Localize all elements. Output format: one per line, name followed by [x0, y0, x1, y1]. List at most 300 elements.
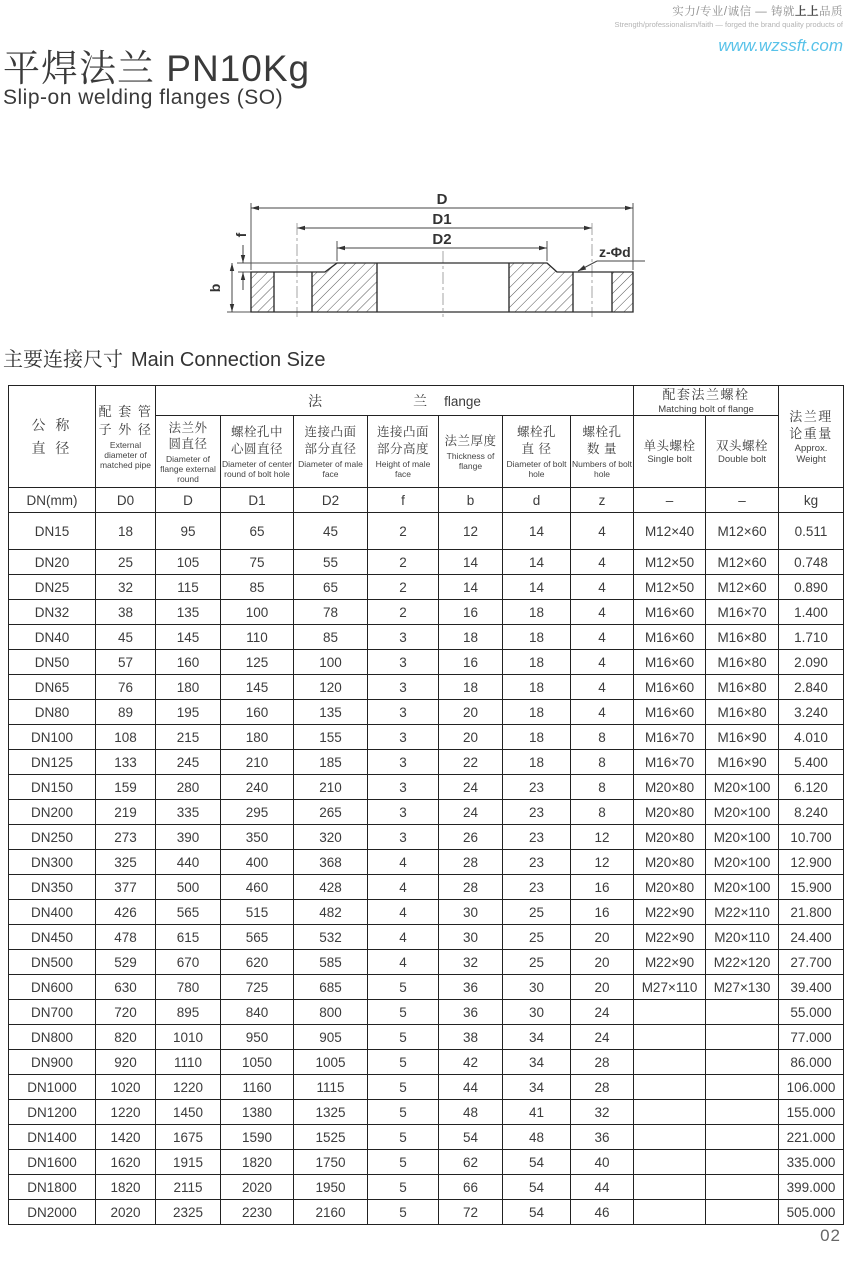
dim-label-d: D — [436, 191, 448, 208]
row-value-cell: 110 — [221, 625, 294, 650]
row-value-cell: 0.511 — [779, 513, 844, 550]
row-value-cell — [634, 1150, 706, 1175]
row-value-cell: 2 — [368, 513, 439, 550]
page-title-en: Slip-on welding flanges (SO) — [3, 86, 284, 109]
row-value-cell: 120 — [294, 675, 368, 700]
row-value-cell: 320 — [294, 825, 368, 850]
row-value-cell: M16×90 — [706, 750, 779, 775]
row-value-cell: 32 — [571, 1100, 634, 1125]
row-value-cell: 12.900 — [779, 850, 844, 875]
row-value-cell: 28 — [439, 875, 503, 900]
row-value-cell: 350 — [221, 825, 294, 850]
row-value-cell: 478 — [96, 925, 156, 950]
row-value-cell: 133 — [96, 750, 156, 775]
row-value-cell: M22×90 — [634, 900, 706, 925]
row-value-cell: 25 — [503, 900, 571, 925]
row-value-cell: 85 — [221, 575, 294, 600]
row-value-cell: M12×60 — [706, 550, 779, 575]
row-value-cell: 24.400 — [779, 925, 844, 950]
row-value-cell: 8 — [571, 750, 634, 775]
row-value-cell: 54 — [503, 1150, 571, 1175]
row-value-cell: 1325 — [294, 1100, 368, 1125]
row-value-cell: 1050 — [221, 1050, 294, 1075]
row-value-cell: 5 — [368, 1000, 439, 1025]
table-row — [9, 650, 844, 675]
row-value-cell: M22×90 — [634, 950, 706, 975]
row-value-cell: 38 — [439, 1025, 503, 1050]
row-value-cell: 460 — [221, 875, 294, 900]
row-value-cell — [706, 1000, 779, 1025]
row-value-cell: M16×80 — [706, 625, 779, 650]
row-value-cell: M16×60 — [634, 650, 706, 675]
row-value-cell — [634, 1100, 706, 1125]
row-value-cell: 20 — [571, 925, 634, 950]
row-value-cell: 20 — [571, 975, 634, 1000]
row-value-cell: 5 — [368, 1150, 439, 1175]
row-value-cell: 16 — [439, 650, 503, 675]
hatched-sections — [251, 263, 633, 312]
row-value-cell: M16×60 — [634, 600, 706, 625]
unit-cell: f — [368, 488, 439, 513]
unit-cell: D1 — [221, 488, 294, 513]
row-value-cell: 895 — [156, 1000, 221, 1025]
unit-cell: b — [439, 488, 503, 513]
row-value-cell: M20×80 — [634, 775, 706, 800]
col-header-double-bolt: 双头螺栓 Double bolt — [706, 416, 779, 488]
row-value-cell: 2325 — [156, 1200, 221, 1225]
row-dn-cell: DN450 — [9, 925, 96, 950]
table-row — [9, 575, 844, 600]
row-value-cell: M20×80 — [634, 875, 706, 900]
row-value-cell: 41 — [503, 1100, 571, 1125]
row-value-cell: M12×60 — [706, 575, 779, 600]
dim-label-bolt-holes: z-Φd — [599, 244, 631, 260]
row-value-cell: 325 — [96, 850, 156, 875]
row-value-cell: 14 — [503, 513, 571, 550]
table-row — [9, 900, 844, 925]
row-value-cell: 685 — [294, 975, 368, 1000]
unit-cell: d — [503, 488, 571, 513]
row-value-cell: 18 — [503, 750, 571, 775]
row-value-cell: 4.010 — [779, 725, 844, 750]
table-row — [9, 950, 844, 975]
row-value-cell: 245 — [156, 750, 221, 775]
row-value-cell — [706, 1100, 779, 1125]
row-value-cell — [706, 1050, 779, 1075]
row-value-cell: M16×90 — [706, 725, 779, 750]
row-value-cell: 28 — [571, 1050, 634, 1075]
row-value-cell: 30 — [503, 1000, 571, 1025]
row-value-cell: 28 — [571, 1075, 634, 1100]
row-dn-cell: DN2000 — [9, 1200, 96, 1225]
row-value-cell: 4 — [571, 513, 634, 550]
row-value-cell: 4 — [368, 900, 439, 925]
row-value-cell: 6.120 — [779, 775, 844, 800]
row-value-cell: 780 — [156, 975, 221, 1000]
row-value-cell: 1.710 — [779, 625, 844, 650]
row-value-cell: M12×60 — [706, 513, 779, 550]
row-value-cell: 160 — [156, 650, 221, 675]
row-value-cell: M16×60 — [634, 625, 706, 650]
row-value-cell: 57 — [96, 650, 156, 675]
table-row — [9, 975, 844, 1000]
row-value-cell: 630 — [96, 975, 156, 1000]
table-row — [9, 750, 844, 775]
row-value-cell: 505.000 — [779, 1200, 844, 1225]
row-value-cell: 2 — [368, 575, 439, 600]
row-value-cell: M27×130 — [706, 975, 779, 1000]
row-value-cell: M20×80 — [634, 825, 706, 850]
table-row — [9, 1175, 844, 1200]
row-value-cell: 18 — [503, 600, 571, 625]
row-value-cell: 48 — [503, 1125, 571, 1150]
row-value-cell: 335 — [156, 800, 221, 825]
page-number: 02 — [820, 1226, 841, 1245]
row-value-cell: 180 — [221, 725, 294, 750]
row-value-cell: 72 — [439, 1200, 503, 1225]
row-value-cell — [706, 1125, 779, 1150]
row-value-cell: 159 — [96, 775, 156, 800]
row-value-cell: 5.400 — [779, 750, 844, 775]
row-value-cell: 670 — [156, 950, 221, 975]
row-value-cell: M20×110 — [706, 925, 779, 950]
row-value-cell: 75 — [221, 550, 294, 575]
website-url[interactable]: www.wzssft.com — [718, 36, 843, 55]
table-row — [9, 675, 844, 700]
row-value-cell: 125 — [221, 650, 294, 675]
row-value-cell: 30 — [439, 925, 503, 950]
row-dn-cell: DN1200 — [9, 1100, 96, 1125]
row-value-cell: M20×100 — [706, 850, 779, 875]
row-value-cell — [706, 1200, 779, 1225]
row-dn-cell: DN1400 — [9, 1125, 96, 1150]
row-value-cell: 4 — [571, 600, 634, 625]
row-value-cell: 280 — [156, 775, 221, 800]
row-value-cell: 3 — [368, 825, 439, 850]
table-row — [9, 850, 844, 875]
row-dn-cell: DN350 — [9, 875, 96, 900]
row-value-cell: 1915 — [156, 1150, 221, 1175]
row-value-cell: 76 — [96, 675, 156, 700]
masthead — [615, 3, 843, 56]
row-value-cell: 86.000 — [779, 1050, 844, 1075]
row-value-cell: 920 — [96, 1050, 156, 1075]
row-value-cell: 36 — [571, 1125, 634, 1150]
row-value-cell: 54 — [503, 1200, 571, 1225]
row-dn-cell: DN700 — [9, 1000, 96, 1025]
row-value-cell: 65 — [294, 575, 368, 600]
row-value-cell — [706, 1175, 779, 1200]
row-dn-cell: DN150 — [9, 775, 96, 800]
row-value-cell: 335.000 — [779, 1150, 844, 1175]
row-value-cell: 14 — [439, 575, 503, 600]
row-value-cell: 1220 — [156, 1075, 221, 1100]
row-value-cell: 14 — [439, 550, 503, 575]
row-value-cell: 295 — [221, 800, 294, 825]
row-value-cell: M20×100 — [706, 875, 779, 900]
row-value-cell: 55.000 — [779, 1000, 844, 1025]
col-header-D1: 螺栓孔中 心圆直径 Diameter of center round of bolt hole — [221, 416, 294, 488]
row-value-cell: M20×100 — [706, 775, 779, 800]
row-value-cell: 2160 — [294, 1200, 368, 1225]
row-value-cell: 840 — [221, 1000, 294, 1025]
row-value-cell: 10.700 — [779, 825, 844, 850]
row-value-cell: 585 — [294, 950, 368, 975]
row-value-cell: 21.800 — [779, 900, 844, 925]
row-value-cell: 368 — [294, 850, 368, 875]
row-dn-cell: DN300 — [9, 850, 96, 875]
row-dn-cell: DN50 — [9, 650, 96, 675]
row-value-cell: 1620 — [96, 1150, 156, 1175]
row-value-cell: 725 — [221, 975, 294, 1000]
row-value-cell: 0.890 — [779, 575, 844, 600]
row-value-cell: 8.240 — [779, 800, 844, 825]
row-value-cell: 215 — [156, 725, 221, 750]
row-value-cell: 4 — [368, 850, 439, 875]
table-row — [9, 1075, 844, 1100]
spec-table — [8, 385, 844, 1225]
row-value-cell: 1750 — [294, 1150, 368, 1175]
row-value-cell: 20 — [439, 725, 503, 750]
row-dn-cell: DN1600 — [9, 1150, 96, 1175]
row-value-cell: 2020 — [221, 1175, 294, 1200]
row-value-cell: 482 — [294, 900, 368, 925]
row-value-cell: 3 — [368, 750, 439, 775]
row-value-cell: 5 — [368, 1100, 439, 1125]
row-value-cell: 1950 — [294, 1175, 368, 1200]
row-value-cell: 16 — [439, 600, 503, 625]
col-header-d0: 配 套 管 子 外 径 External diameter of matched pipe — [96, 386, 156, 488]
row-value-cell: 195 — [156, 700, 221, 725]
row-value-cell: 62 — [439, 1150, 503, 1175]
col-header-D: 法兰外 圆直径 Diameter of flange external round — [156, 416, 221, 488]
row-value-cell: 77.000 — [779, 1025, 844, 1050]
row-value-cell: M16×60 — [634, 675, 706, 700]
row-value-cell: 5 — [368, 975, 439, 1000]
row-value-cell: 565 — [156, 900, 221, 925]
row-value-cell: M16×70 — [634, 750, 706, 775]
row-value-cell: 399.000 — [779, 1175, 844, 1200]
row-value-cell: 529 — [96, 950, 156, 975]
row-value-cell: 25 — [96, 550, 156, 575]
row-value-cell: 390 — [156, 825, 221, 850]
row-value-cell: 1820 — [221, 1150, 294, 1175]
row-value-cell: 1590 — [221, 1125, 294, 1150]
row-value-cell: 108 — [96, 725, 156, 750]
row-value-cell — [706, 1150, 779, 1175]
row-value-cell: 160 — [221, 700, 294, 725]
col-header-weight: 法兰理 论重量 Approx. Weight — [779, 386, 844, 488]
row-dn-cell: DN800 — [9, 1025, 96, 1050]
row-value-cell: 135 — [294, 700, 368, 725]
row-value-cell: 5 — [368, 1175, 439, 1200]
row-value-cell: 78 — [294, 600, 368, 625]
row-value-cell: 500 — [156, 875, 221, 900]
row-value-cell: 377 — [96, 875, 156, 900]
table-row — [9, 1150, 844, 1175]
row-value-cell: M20×80 — [634, 850, 706, 875]
row-value-cell: 1820 — [96, 1175, 156, 1200]
row-dn-cell: DN1800 — [9, 1175, 96, 1200]
row-value-cell: 3 — [368, 800, 439, 825]
row-value-cell: 30 — [439, 900, 503, 925]
row-value-cell: 30 — [503, 975, 571, 1000]
row-value-cell: 23 — [503, 800, 571, 825]
flange-section-drawing — [0, 183, 851, 333]
row-value-cell: 532 — [294, 925, 368, 950]
row-value-cell: 185 — [294, 750, 368, 775]
col-header-d: 螺栓孔 直 径 Diameter of bolt hole — [503, 416, 571, 488]
table-row — [9, 625, 844, 650]
row-dn-cell: DN125 — [9, 750, 96, 775]
row-value-cell: 221.000 — [779, 1125, 844, 1150]
table-row — [9, 875, 844, 900]
row-value-cell: 800 — [294, 1000, 368, 1025]
row-value-cell: 4 — [368, 950, 439, 975]
table-row — [9, 700, 844, 725]
row-dn-cell: DN600 — [9, 975, 96, 1000]
unit-cell: DN(mm) — [9, 488, 96, 513]
row-value-cell: 240 — [221, 775, 294, 800]
row-value-cell: 39.400 — [779, 975, 844, 1000]
row-value-cell: 8 — [571, 775, 634, 800]
row-dn-cell: DN80 — [9, 700, 96, 725]
table-row — [9, 1125, 844, 1150]
row-value-cell: 20 — [571, 950, 634, 975]
row-value-cell — [634, 1175, 706, 1200]
row-value-cell: 219 — [96, 800, 156, 825]
row-value-cell: 1380 — [221, 1100, 294, 1125]
row-value-cell — [706, 1075, 779, 1100]
row-value-cell: 8 — [571, 800, 634, 825]
row-dn-cell: DN100 — [9, 725, 96, 750]
row-value-cell: 12 — [571, 825, 634, 850]
row-value-cell: 16 — [571, 900, 634, 925]
row-value-cell: 1005 — [294, 1050, 368, 1075]
row-value-cell: 18 — [439, 625, 503, 650]
row-value-cell: 28 — [439, 850, 503, 875]
row-value-cell: 106.000 — [779, 1075, 844, 1100]
row-value-cell: 1020 — [96, 1075, 156, 1100]
row-value-cell: 100 — [221, 600, 294, 625]
row-value-cell: 24 — [439, 775, 503, 800]
row-value-cell: 2 — [368, 600, 439, 625]
row-value-cell: M20×100 — [706, 800, 779, 825]
row-value-cell: 155.000 — [779, 1100, 844, 1125]
row-value-cell: 428 — [294, 875, 368, 900]
table-row — [9, 725, 844, 750]
row-value-cell: M16×80 — [706, 700, 779, 725]
row-value-cell: 155 — [294, 725, 368, 750]
row-value-cell: 4 — [571, 575, 634, 600]
row-value-cell: 4 — [571, 625, 634, 650]
row-value-cell: 12 — [439, 513, 503, 550]
row-dn-cell: DN20 — [9, 550, 96, 575]
row-value-cell: 89 — [96, 700, 156, 725]
company-tagline-en: Strength/professionalism/faith — forged the brand quality products of — [614, 20, 843, 29]
row-value-cell: M16×60 — [634, 700, 706, 725]
row-value-cell: 3 — [368, 650, 439, 675]
company-tagline-zh: 实力/专业/诚信 — 铸就上上品质 — [672, 6, 843, 18]
unit-cell: D — [156, 488, 221, 513]
row-dn-cell: DN900 — [9, 1050, 96, 1075]
row-value-cell — [634, 1075, 706, 1100]
col-header-D2: 连接凸面 部分直径 Diameter of male face — [294, 416, 368, 488]
row-value-cell: 38 — [96, 600, 156, 625]
row-value-cell: 16 — [571, 875, 634, 900]
row-value-cell: M16×80 — [706, 650, 779, 675]
row-value-cell: 1010 — [156, 1025, 221, 1050]
row-value-cell: 44 — [439, 1075, 503, 1100]
row-value-cell: 5 — [368, 1050, 439, 1075]
spec-table-body — [9, 513, 844, 1225]
row-value-cell: 3 — [368, 725, 439, 750]
row-value-cell: 1110 — [156, 1050, 221, 1075]
row-value-cell — [634, 1025, 706, 1050]
unit-cell: D0 — [96, 488, 156, 513]
row-value-cell: 565 — [221, 925, 294, 950]
row-value-cell: M12×50 — [634, 575, 706, 600]
row-value-cell: 426 — [96, 900, 156, 925]
section-title — [3, 343, 326, 372]
row-value-cell: M12×50 — [634, 550, 706, 575]
row-value-cell: 4 — [368, 925, 439, 950]
row-value-cell: M16×70 — [706, 600, 779, 625]
row-value-cell: 18 — [503, 675, 571, 700]
row-value-cell: 5 — [368, 1125, 439, 1150]
row-value-cell: M12×40 — [634, 513, 706, 550]
table-row — [9, 825, 844, 850]
section-title-zh: 主要连接尺寸 — [3, 349, 123, 371]
row-value-cell: 27.700 — [779, 950, 844, 975]
row-value-cell: 46 — [571, 1200, 634, 1225]
row-value-cell: 18 — [503, 700, 571, 725]
row-value-cell: 145 — [221, 675, 294, 700]
row-value-cell: 5 — [368, 1025, 439, 1050]
row-value-cell: 210 — [294, 775, 368, 800]
row-value-cell: 54 — [439, 1125, 503, 1150]
row-value-cell: 1525 — [294, 1125, 368, 1150]
row-value-cell: 45 — [96, 625, 156, 650]
row-dn-cell: DN15 — [9, 513, 96, 550]
row-value-cell: 0.748 — [779, 550, 844, 575]
table-row — [9, 1100, 844, 1125]
row-value-cell: 615 — [156, 925, 221, 950]
row-value-cell: 1.400 — [779, 600, 844, 625]
row-value-cell: 273 — [96, 825, 156, 850]
row-value-cell: 115 — [156, 575, 221, 600]
row-value-cell: 25 — [503, 925, 571, 950]
row-value-cell: 265 — [294, 800, 368, 825]
row-dn-cell: DN40 — [9, 625, 96, 650]
unit-cell: D2 — [294, 488, 368, 513]
row-value-cell: 54 — [503, 1175, 571, 1200]
row-value-cell: 18 — [503, 650, 571, 675]
row-value-cell: 34 — [503, 1050, 571, 1075]
col-header-b: 法兰厚度 Thickness of flange — [439, 416, 503, 488]
row-value-cell: 44 — [571, 1175, 634, 1200]
row-value-cell: 1220 — [96, 1100, 156, 1125]
row-value-cell: 1675 — [156, 1125, 221, 1150]
table-row — [9, 775, 844, 800]
row-value-cell: M16×80 — [706, 675, 779, 700]
row-value-cell: 22 — [439, 750, 503, 775]
unit-cell: kg — [779, 488, 844, 513]
row-value-cell: 100 — [294, 650, 368, 675]
row-value-cell: 45 — [294, 513, 368, 550]
row-value-cell: 55 — [294, 550, 368, 575]
row-value-cell: 3 — [368, 625, 439, 650]
